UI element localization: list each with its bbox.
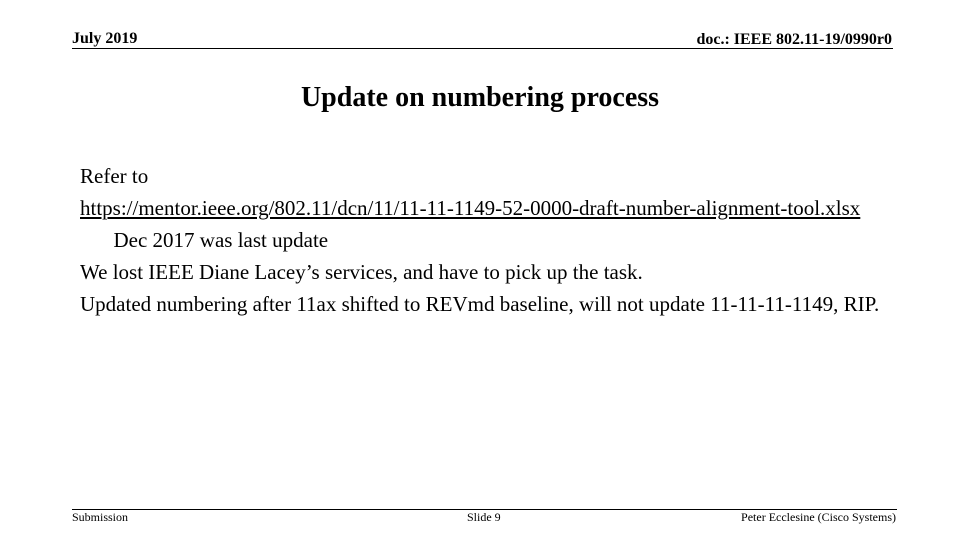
spreadsheet-link[interactable]: https://mentor.ieee.org/802.11/dcn/11/11-11-1149-52-0000-draft-number-alignment-tool.xlsx bbox=[80, 196, 861, 220]
footer-author: Peter Ecclesine (Cisco Systems) bbox=[741, 510, 896, 524]
header-divider bbox=[72, 48, 893, 49]
bullet-updated-numbering: Updated numbering after 11ax shifted to REVmd baseline, will not update 11-11-11-1149, RIP. bbox=[80, 292, 880, 316]
header-date: July 2019 bbox=[72, 30, 138, 47]
slide-body bbox=[80, 160, 900, 320]
header-doc-id: doc.: IEEE 802.11-19/0990r0 bbox=[696, 31, 892, 48]
slide-title: Update on numbering process bbox=[300, 82, 660, 113]
bullet-lost-services: We lost IEEE Diane Lacey’s services, and have to pick up the task. bbox=[80, 260, 643, 284]
link-paragraph bbox=[80, 192, 900, 256]
link-note: Dec 2017 was last update bbox=[103, 228, 329, 252]
footer-submission: Submission bbox=[72, 510, 129, 524]
footer-slide-number: Slide 9 bbox=[467, 510, 501, 524]
refer-to-paragraph: Refer to bbox=[80, 164, 149, 188]
